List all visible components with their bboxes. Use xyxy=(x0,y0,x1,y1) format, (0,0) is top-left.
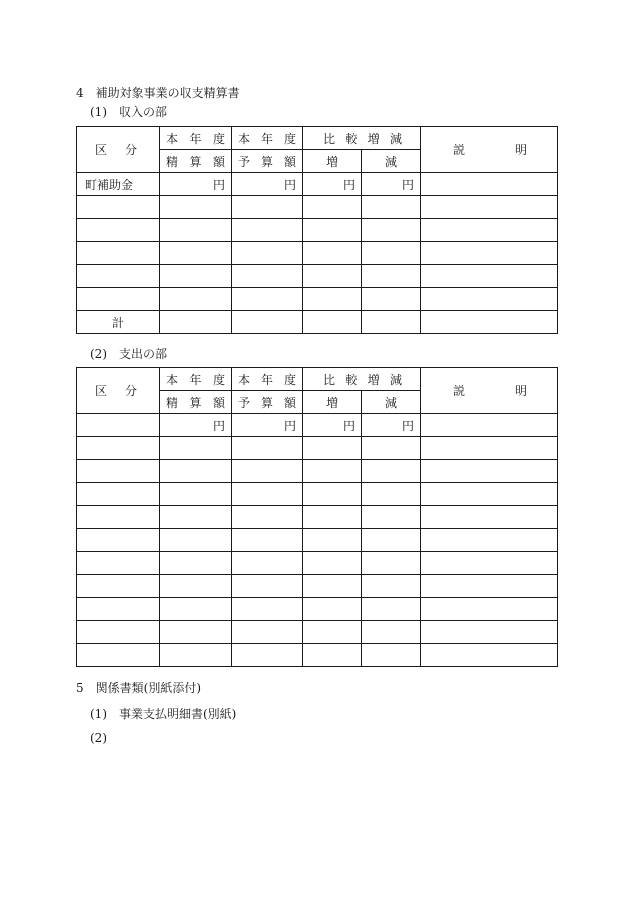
decrease-header: 減 xyxy=(362,391,421,414)
section4-title: 4 補助対象事業の収支精算書 xyxy=(76,86,240,100)
table-row xyxy=(77,242,558,265)
table-row xyxy=(77,598,558,621)
table-row xyxy=(77,644,558,667)
section5-item2: (2) xyxy=(90,731,107,745)
expense-heading: (2) 支出の部 xyxy=(90,347,167,361)
table-row xyxy=(77,575,558,598)
table-cell xyxy=(77,414,160,437)
comparison-header: 比 較 増 減 xyxy=(303,368,421,391)
yen-unit: 円 xyxy=(160,414,232,437)
town-subsidy-label: 町補助金 xyxy=(77,173,160,196)
yen-unit: 円 xyxy=(362,414,421,437)
increase-header: 増 xyxy=(303,391,362,414)
income-table xyxy=(76,126,558,334)
table-row xyxy=(77,219,558,242)
yen-unit: 円 xyxy=(362,173,421,196)
table-row xyxy=(77,552,558,575)
settlement-header-bottom: 精 算 額 xyxy=(160,391,232,414)
section5-item1: (1) 事業支払明細書(別紙) xyxy=(90,707,237,721)
table-cell xyxy=(421,414,558,437)
settlement-header-top: 本 年 度 xyxy=(160,368,232,391)
yen-unit: 円 xyxy=(303,173,362,196)
budget-header-bottom: 予 算 額 xyxy=(232,391,303,414)
kubun-header: 区 分 xyxy=(77,368,160,414)
expense-table xyxy=(76,367,558,667)
table-row xyxy=(77,311,558,334)
increase-header: 増 xyxy=(303,150,362,173)
yen-unit: 円 xyxy=(232,414,303,437)
table-row xyxy=(77,196,558,219)
table-row xyxy=(77,265,558,288)
yen-unit: 円 xyxy=(303,414,362,437)
budget-header-top: 本 年 度 xyxy=(232,368,303,391)
comparison-header: 比 較 増 減 xyxy=(303,127,421,150)
table-row xyxy=(77,460,558,483)
table-row xyxy=(77,483,558,506)
description-header: 説 明 xyxy=(421,368,558,414)
settlement-header-bottom: 精 算 額 xyxy=(160,150,232,173)
table-row xyxy=(77,288,558,311)
section5-title: 5 関係書類(別紙添付) xyxy=(76,681,201,695)
description-header: 説 明 xyxy=(421,127,558,173)
budget-header-bottom: 予 算 額 xyxy=(232,150,303,173)
settlement-header-top: 本 年 度 xyxy=(160,127,232,150)
decrease-header: 減 xyxy=(362,150,421,173)
table-row xyxy=(77,529,558,552)
total-label: 計 xyxy=(77,311,160,334)
table-row xyxy=(77,173,558,196)
kubun-header: 区 分 xyxy=(77,127,160,173)
income-heading: (1) 収入の部 xyxy=(90,105,167,119)
table-row xyxy=(77,621,558,644)
yen-unit: 円 xyxy=(232,173,303,196)
table-row xyxy=(77,506,558,529)
table-cell xyxy=(421,173,558,196)
budget-header-top: 本 年 度 xyxy=(232,127,303,150)
table-row xyxy=(77,414,558,437)
table-row xyxy=(77,437,558,460)
yen-unit: 円 xyxy=(160,173,232,196)
